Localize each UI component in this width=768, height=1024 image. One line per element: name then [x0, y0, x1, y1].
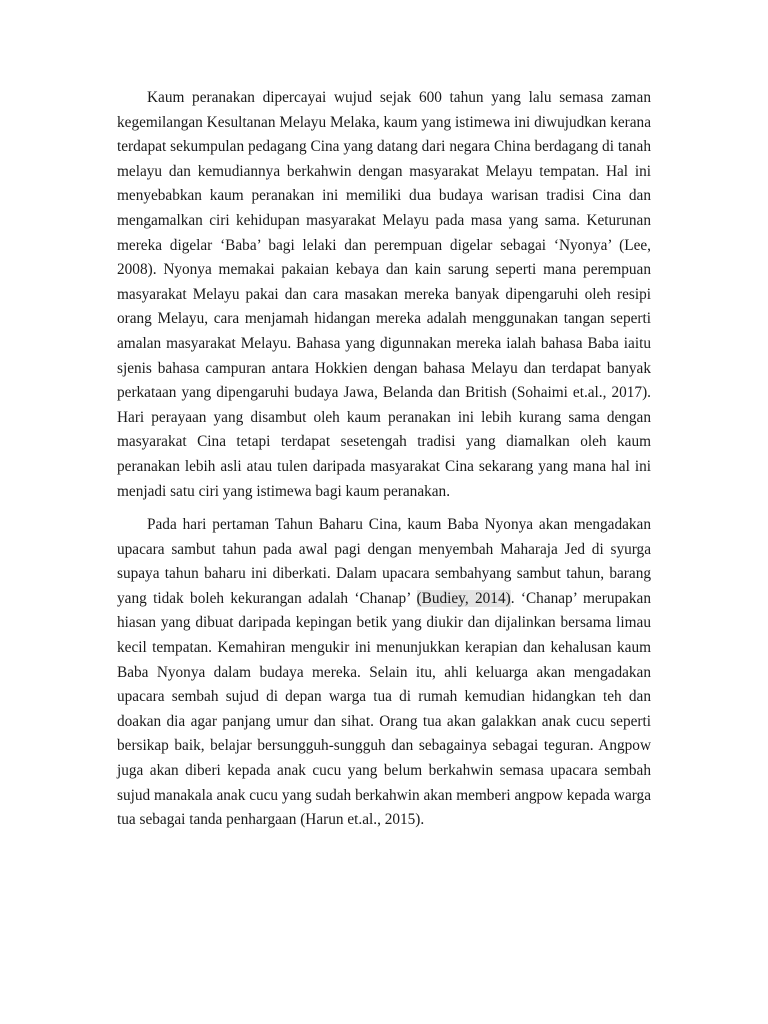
paragraph-2-text-end: . ‘Chanap’ merupakan hiasan yang dibuat daripada kepingan betik yang diukir dan dijalinkan bersama limau kecil tempatan. Kemahiran mengukir ini menunjukkan kerapian dan kehalusan kaum Baba Nyonya dalam budaya mereka. Selain itu, ahli keluarga akan mengadakan upacara sembah sujud di depan warga tua di rumah kemudian hidangkan teh dan doakan dia agar panjang umur dan sihat. Orang tua akan galakkan anak cucu seperti bersikap baik, belajar bersungguh-sungguh dan sebagainya sebagai teguran. Angpow juga akan diberi kepada anak cucu yang belum berkahwin semasa upacara sembah sujud manakala anak cucu yang sudah berkahwin akan memberi angpow kepada warga tua sebagai tanda penhargaan (Harun et.al., 2015).: [117, 589, 651, 829]
paragraph-1: [117, 86, 651, 504]
paragraph-2: [117, 513, 651, 833]
paragraph-2-text-start: Pada hari pertaman Tahun Baharu Cina, kaum Baba Nyonya akan mengadakan upacara sambut tahun pada awal pagi dengan menyembah Maharaja Jed di syurga supaya tahun baharu ini diberkati. Dalam upacara sembahyang sambut tahun, barang yang tidak boleh kekurangan adalah ‘Chanap’: [117, 516, 651, 607]
highlighted-citation: (Budiey, 2014): [416, 589, 511, 607]
paragraph-1-text: Kaum peranakan dipercayai wujud sejak 600 tahun yang lalu semasa zaman kegemilangan Kesultanan Melayu Melaka, kaum yang istimewa ini diwujudkan kerana terdapat sekumpulan pedagang Cina yang datang dari negara China berdagang di tanah melayu dan kemudiannya berkahwin dengan masyarakat Melayu tempatan. Hal ini menyebabkan kaum peranakan ini memiliki dua budaya warisan tradisi Cina dan mengamalkan ciri kehidupan masyarakat Melayu pada masa yang sama. Keturunan mereka digelar ‘Baba’ bagi lelaki dan perempuan digelar sebagai ‘Nyonya’ (Lee, 2008). Nyonya memakai pakaian kebaya dan kain sarung seperti mana perempuan masyarakat Melayu pakai dan cara masakan mereka banyak dipengaruhi oleh resipi orang Melayu, cara menjamah hidangan mereka adalah menggunakan tangan seperti amalan masyarakat Melayu. Bahasa yang digunnakan mereka ialah bahasa Baba iaitu sjenis bahasa campuran antara Hokkien dengan bahasa Melayu dan terdapat banyak perkataan yang dipengaruhi budaya Jawa, Belanda dan British (Sohaimi et.al., 2017). Hari perayaan yang disambut oleh kaum peranakan ini lebih kurang sama dengan masyarakat Cina tetapi terdapat sesetengah tradisi yang diamalkan oleh kaum peranakan lebih asli atau tulen daripada masyarakat Cina sekarang yang mana hal ini menjadi satu ciri yang istimewa bagi kaum peranakan.: [117, 89, 651, 500]
document-body: [117, 86, 651, 842]
